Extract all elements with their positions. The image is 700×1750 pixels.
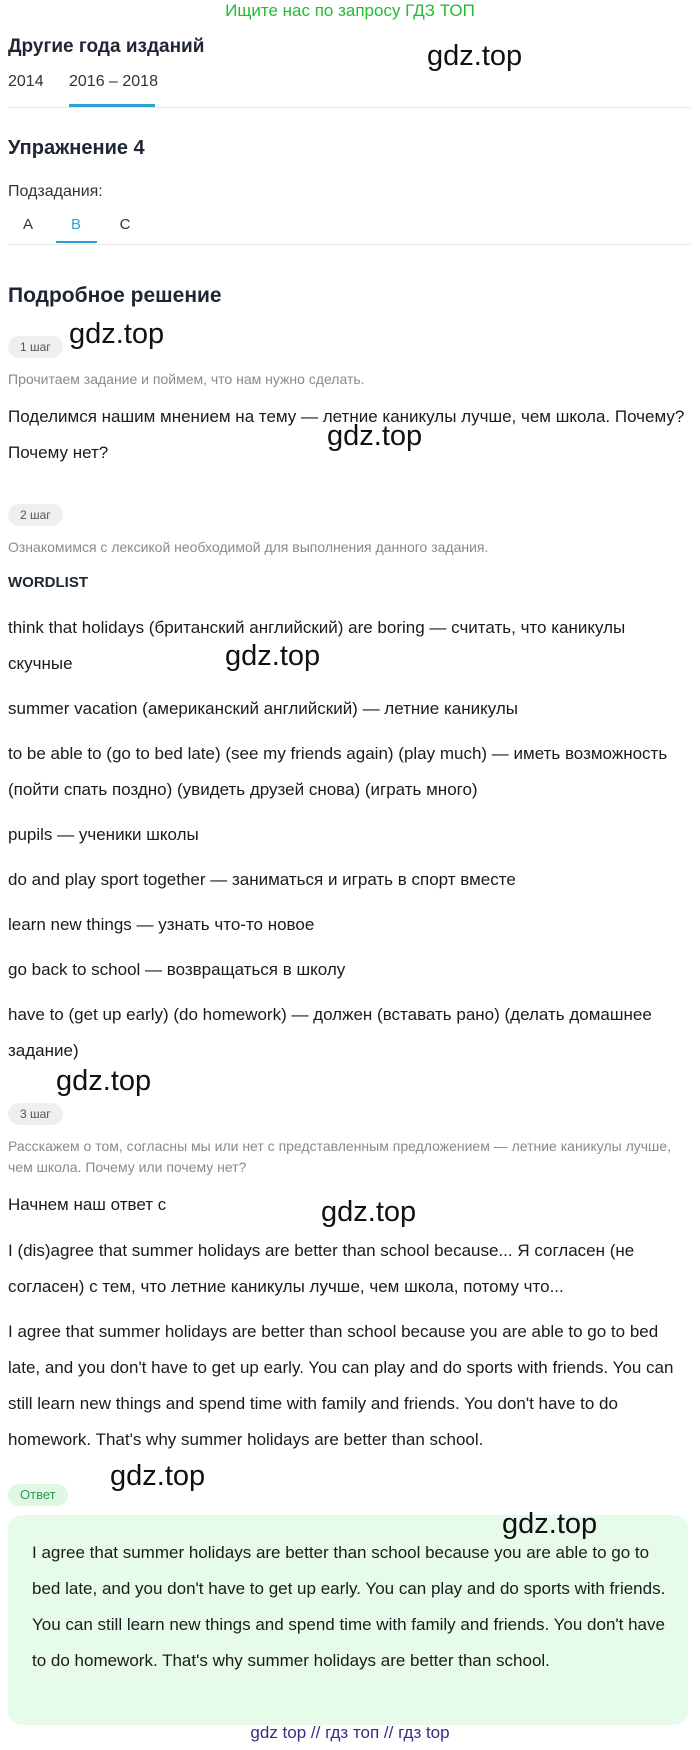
watermark: gdz.top: [502, 1508, 598, 1540]
exercise-title: Упражнение 4: [8, 137, 145, 159]
answer-template: I (dis)agree that summer holidays are better than school because... Я согласен (не согласен) с тем, что летние каникулы лучше, чем школа, потому что...: [8, 1241, 635, 1296]
wordlist-item: learn new things — узнать что-то новое: [8, 915, 315, 934]
step-badge: 3 шаг: [8, 1103, 63, 1125]
watermark: gdz.top: [225, 640, 321, 672]
answer-text: I agree that summer holidays are better than school because you are able to go to bed late, and you don't have to get up early. You can play and do sports with friends. You can still learn new things and spend time with family and friends. You don't have to do homework. That's why summer holidays are better than school.: [32, 1543, 666, 1670]
watermark: gdz.top: [110, 1460, 206, 1492]
wordlist-item: think that holidays (британский английский) are boring — считать, что каникулы скучные: [8, 618, 626, 673]
tab-year-2014[interactable]: 2014: [8, 73, 44, 90]
step-hint: Прочитаем задание и поймем, что нам нужно сделать.: [8, 371, 365, 387]
watermark: gdz.top: [427, 40, 523, 72]
solution-title: Подробное решение: [8, 284, 222, 307]
wordlist-item: pupils — ученики школы: [8, 825, 199, 844]
search-banner: Ищите нас по запросу ГДЗ ТОП: [225, 1, 475, 20]
answer-badge: Ответ: [8, 1484, 68, 1506]
subtask-tab-b[interactable]: B: [70, 216, 81, 233]
wordlist-item: to be able to (go to bed late) (see my friends again) (play much) — иметь возможность (пойти спать поздно) (увидеть друзей снова) (играть много): [8, 744, 668, 799]
step-hint: Ознакомимся с лексикой необходимой для выполнения данного задания.: [8, 539, 489, 555]
subtasks-label: Подзадания:: [8, 183, 103, 200]
watermark: gdz.top: [69, 318, 165, 350]
watermark: gdz.top: [321, 1196, 417, 1228]
subtask-tab-c[interactable]: C: [119, 216, 131, 233]
footer-links: gdz top // гдз топ // гдз top: [250, 1723, 450, 1742]
step-paragraph: I agree that summer holidays are better than school because you are able to go to bed late, and you don't have to get up early. You can play and do sports with friends. You can still learn new things and spend time with family and friends. You don't have to do homework. That's why summer holidays are better than school.: [8, 1322, 674, 1449]
step-badge: 1 шаг: [8, 336, 63, 358]
wordlist-title: WORDLIST: [8, 574, 88, 591]
watermark: gdz.top: [56, 1065, 152, 1097]
subtask-tab-a[interactable]: A: [22, 216, 33, 233]
other-years-title: Другие года изданий: [8, 36, 205, 57]
step-intro: Начнем наш ответ с: [8, 1195, 167, 1214]
tab-year-2016-2018[interactable]: 2016 – 2018: [69, 73, 158, 90]
active-subtask-indicator: [56, 241, 97, 243]
step-text: Поделимся нашим мнением на тему — летние каникулы лучше, чем школа. Почему? Почему нет?: [8, 407, 685, 462]
wordlist-item: have to (get up early) (do homework) — должен (вставать рано) (делать домашнее задание): [8, 1005, 652, 1060]
wordlist-item: do and play sport together — заниматься и играть в спорт вместе: [8, 870, 516, 889]
step-badge: 2 шаг: [8, 504, 63, 526]
watermark: gdz.top: [327, 420, 423, 452]
divider: [8, 244, 690, 245]
divider: [8, 107, 690, 108]
step-hint: Расскажем о том, согласны мы или нет с представленным предложением — летние каникулы лучше, чем школа. Почему или почему нет?: [8, 1138, 671, 1175]
wordlist-item: go back to school — возвращаться в школу: [8, 960, 346, 979]
wordlist-item: summer vacation (американский английский) — летние каникулы: [8, 699, 518, 718]
